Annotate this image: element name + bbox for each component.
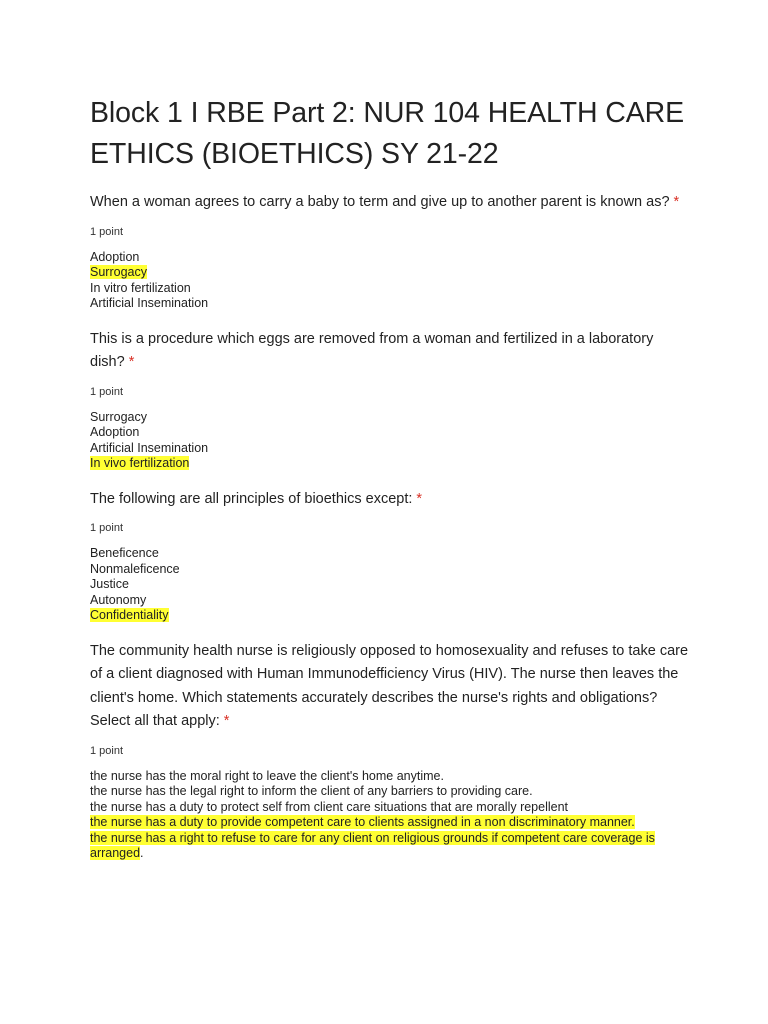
highlighted-answer: Surrogacy bbox=[90, 265, 147, 279]
question-spacer bbox=[90, 472, 690, 488]
question-text bbox=[90, 328, 690, 375]
answer-label: Artificial Insemination bbox=[90, 440, 209, 455]
answer-option bbox=[90, 831, 690, 862]
highlighted-answer: the nurse has a duty to provide competent care to clients assigned in a non discriminatory manner. bbox=[90, 815, 635, 829]
answer-option bbox=[90, 410, 690, 426]
question-list bbox=[90, 191, 690, 878]
question-points: 1 point bbox=[90, 385, 124, 398]
question-block bbox=[90, 191, 690, 328]
question-points: 1 point bbox=[90, 744, 124, 757]
answer-option bbox=[90, 577, 690, 593]
answer-option bbox=[90, 800, 690, 816]
question-block bbox=[90, 488, 690, 640]
required-asterisk: * bbox=[412, 490, 423, 507]
answer-suffix: . bbox=[140, 846, 144, 860]
answer-options bbox=[90, 410, 690, 472]
question-text bbox=[90, 191, 690, 215]
answer-option bbox=[90, 250, 690, 266]
question-spacer bbox=[90, 624, 690, 640]
question-text-content: The following are all principles of bioethics except: bbox=[90, 490, 413, 507]
answer-label: Nonmaleficence bbox=[90, 561, 180, 576]
answer-option bbox=[90, 608, 690, 624]
answer-option bbox=[90, 296, 690, 312]
document-title: Block 1 I RBE Part 2: NUR 104 HEALTH CARE ETHICS (BIOETHICS) SY 21-22 bbox=[90, 97, 685, 170]
question-points: 1 point bbox=[90, 225, 124, 238]
answer-label: the nurse has a duty to protect self from client care situations that are morally repellent bbox=[90, 799, 569, 814]
answer-option bbox=[90, 546, 690, 562]
highlighted-answer: Confidentiality bbox=[90, 608, 169, 622]
question-text-content: The community health nurse is religiously opposed to homosexuality and refuses to take care of a client diagnosed with Human Immunodefficiency Virus (HIV). The nurse then leaves the client's home. Which statements accurately describes the nurse's rights and obligations? Select all that apply: bbox=[90, 642, 689, 729]
answer-label: Autonomy bbox=[90, 592, 147, 607]
answer-option bbox=[90, 593, 690, 609]
question-block bbox=[90, 640, 690, 878]
highlighted-answer: In vivo fertilization bbox=[90, 456, 190, 470]
answer-label: the nurse has the legal right to inform the client of any barriers to providing care. bbox=[90, 784, 533, 798]
question-text-content: This is a procedure which eggs are removed from a woman and fertilized in a laboratory dish? bbox=[90, 330, 654, 370]
answer-label: the nurse has the moral right to leave the client's home anytime. bbox=[90, 768, 444, 783]
answer-option bbox=[90, 815, 690, 831]
question-spacer bbox=[90, 862, 690, 878]
document-page bbox=[90, 93, 690, 878]
answer-label: Adoption bbox=[90, 425, 140, 439]
question-text bbox=[90, 640, 690, 734]
answer-label: Artificial Insemination bbox=[90, 296, 209, 310]
answer-option bbox=[90, 562, 690, 578]
required-asterisk: * bbox=[124, 354, 135, 370]
highlighted-answer: the nurse has a right to refuse to care for any client on religious grounds if competent care coverage is arranged bbox=[90, 830, 655, 860]
answer-label: Adoption bbox=[90, 249, 140, 264]
answer-options bbox=[90, 546, 690, 624]
answer-label: In vitro fertilization bbox=[90, 280, 191, 295]
answer-options bbox=[90, 250, 690, 312]
answer-option bbox=[90, 784, 690, 800]
answer-options bbox=[90, 769, 690, 862]
answer-option bbox=[90, 441, 690, 457]
answer-label: Beneficence bbox=[90, 546, 159, 560]
answer-option bbox=[90, 281, 690, 297]
answer-option bbox=[90, 769, 690, 785]
answer-label: Surrogacy bbox=[90, 409, 147, 424]
question-spacer bbox=[90, 312, 690, 328]
answer-option bbox=[90, 456, 690, 472]
answer-option bbox=[90, 265, 690, 281]
question-text-content: When a woman agrees to carry a baby to term and give up to another parent is known as? bbox=[90, 194, 670, 210]
answer-option bbox=[90, 425, 690, 441]
answer-label: Justice bbox=[90, 577, 129, 591]
question-block bbox=[90, 328, 690, 488]
question-points: 1 point bbox=[90, 522, 124, 534]
required-asterisk: * bbox=[669, 194, 680, 210]
required-asterisk: * bbox=[219, 713, 230, 729]
question-text bbox=[90, 488, 690, 512]
